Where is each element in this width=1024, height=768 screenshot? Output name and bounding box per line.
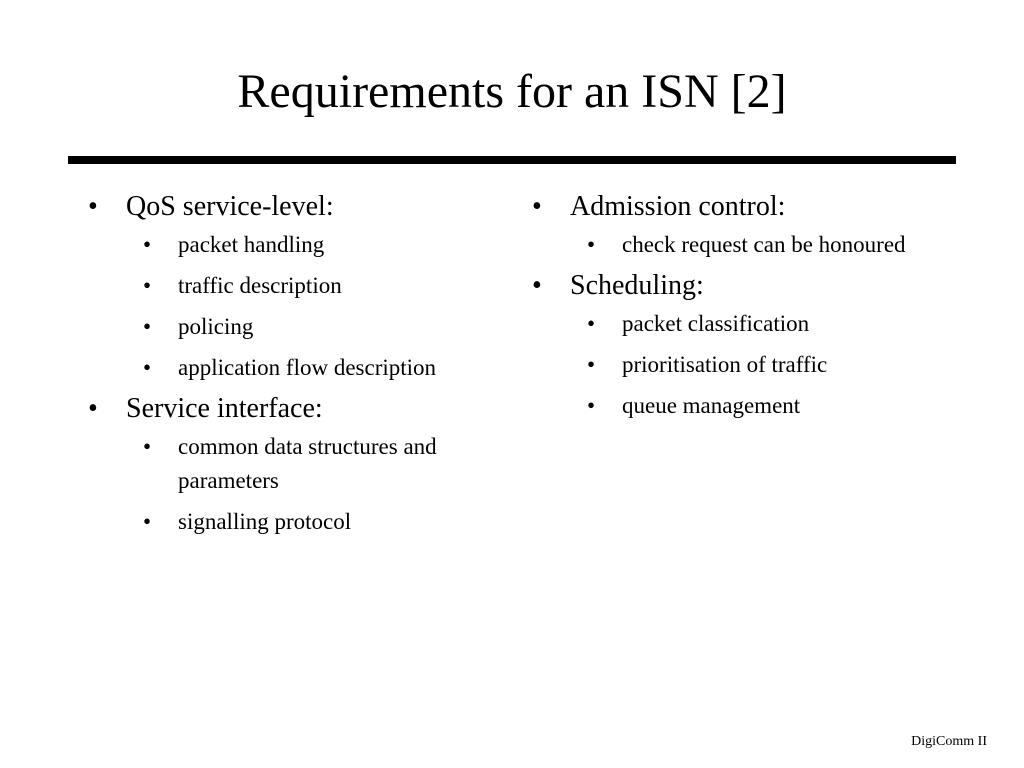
bullet-icon: • (143, 509, 152, 534)
sub-bullet-label: traffic description (178, 273, 342, 298)
sub-bullet-policing (133, 310, 508, 344)
bullet-qos-service-level (88, 190, 508, 385)
sub-bullet-label: signalling protocol (178, 509, 352, 534)
sub-list (126, 228, 508, 385)
sub-bullet-common-data-structures (133, 430, 508, 498)
sub-bullet-label: check request can be honoured (622, 232, 906, 257)
bullet-icon: • (532, 191, 542, 222)
sub-bullet-check-request (577, 228, 972, 262)
sub-list (126, 430, 508, 539)
bullet-admission-control (532, 190, 972, 262)
sub-bullet-label: prioritisation of traffic (622, 352, 828, 377)
sub-bullet-label: policing (178, 314, 254, 339)
bullet-label: Scheduling: (570, 270, 704, 301)
bullet-icon: • (88, 191, 98, 222)
bullet-icon: • (143, 434, 152, 459)
bullet-icon: • (587, 352, 596, 377)
sub-bullet-label: queue management (622, 393, 801, 418)
bullet-icon: • (587, 393, 596, 418)
sub-bullet-label: common data structures and parameters (178, 434, 437, 493)
left-column (88, 190, 508, 546)
right-column (532, 190, 972, 430)
bullet-icon: • (587, 311, 596, 336)
sub-bullet-queue-management (577, 389, 972, 423)
bullet-label: Admission control: (570, 191, 786, 222)
bullet-icon: • (532, 270, 542, 301)
sub-bullet-traffic-description (133, 269, 508, 303)
bullet-scheduling (532, 269, 972, 423)
sub-bullet-label: application flow description (178, 355, 437, 380)
bullet-icon: • (143, 314, 152, 339)
sub-bullet-prioritisation-of-traffic (577, 348, 972, 382)
bullet-icon: • (143, 273, 152, 298)
sub-list (570, 228, 972, 262)
sub-bullet-label: packet handling (178, 232, 325, 257)
sub-bullet-signalling-protocol (133, 505, 508, 539)
bullet-icon: • (587, 232, 596, 257)
bullet-label: Service interface: (126, 393, 323, 424)
sub-bullet-application-flow-description (133, 351, 508, 385)
bullet-icon: • (88, 393, 98, 424)
slide-footer: DigiComm II (911, 734, 987, 749)
sub-bullet-packet-handling (133, 228, 508, 262)
bullet-icon: • (143, 355, 152, 380)
title-divider (68, 156, 956, 164)
bullet-icon: • (143, 232, 152, 257)
sub-list (570, 307, 972, 423)
bullet-label: QoS service-level: (126, 191, 334, 222)
bullet-service-interface (88, 392, 508, 539)
sub-bullet-label: packet classification (622, 311, 810, 336)
slide-title: Requirements for an ISN [2] (237, 65, 787, 118)
sub-bullet-packet-classification (577, 307, 972, 341)
